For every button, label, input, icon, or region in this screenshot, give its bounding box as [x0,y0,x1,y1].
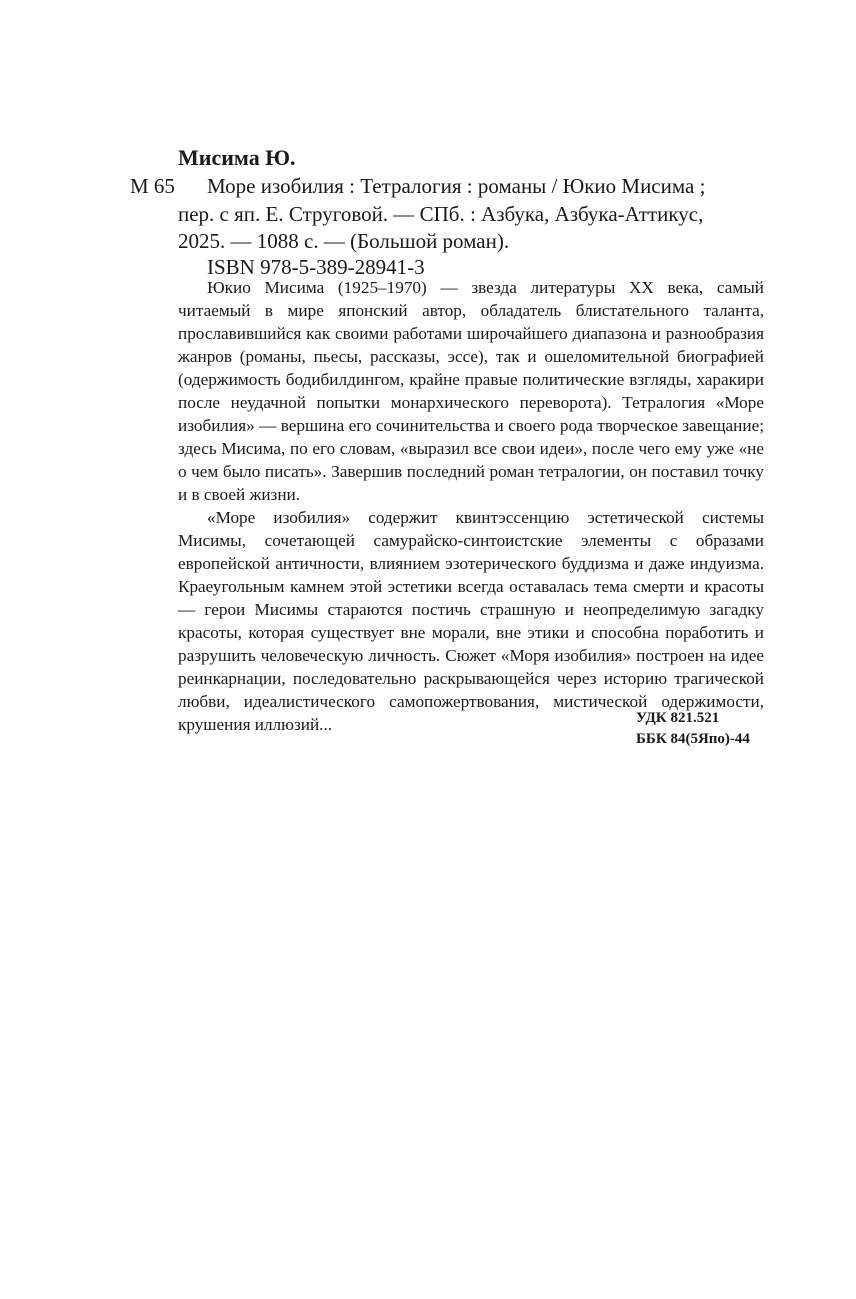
bibliographic-description [178,173,768,256]
biblio-line-translator: пер. с яп. Е. Струговой. — СПб. : Азбука, Азбука-Аттикус, [178,201,704,226]
udk-code: УДК 821.521 [636,710,720,726]
annotation-paragraph: «Море изобилия» содержит квинтэссенцию эстетической системы Мисимы, сочетающей самурайско-синтоистские элементы с образами европейской античности, влиянием эзотерического буддизма и даже индуизма. Краеугольным камнем этой эстетики всегда оставалась тема смерти и красоты — герои Мисимы стараются постичь страшную и неопределимую загадку красоты, которая существует вне морали, вне этики и способна поработить и разрушить человеческую личность. Сюжет «Моря изобилия» построен на идее реинкарнации, последовательно раскрывающейся через историю трагической любви, идеалистического самопожертвования, мистической одержимости, крушения иллюзий... [178,508,764,734]
classification-codes [636,708,750,750]
bbk-code: ББК 84(5Япо)-44 [636,731,750,747]
annotation-paragraph: Юкио Мисима (1925–1970) — звезда литературы XX века, самый читаемый в мире японский автор, обладатель блистательного таланта, прославившийся как своими работами широчайшего диапазона и разнообразия жанров (романы, пьесы, рассказы, эссе), так и ошеломительной биографией (одержимость бодибилдингом, крайне правые политические взгляды, харакири после неудачной попытки монархического переворота). Тетралогия «Море изобилия» — вершина его сочинительства и своего рода творческое завещание; здесь Мисима, по его словам, «выразил все свои идеи», после чего ему уже «не о чем было писать». Завершив последний роман тетралогии, он поставил точку и в своей жизни. [178,278,764,504]
isbn-line: ISBN 978-5-389-28941-3 [207,255,425,279]
biblio-line-title: Море изобилия : Тетралогия : романы / Юкио Мисима ; [207,174,706,198]
biblio-line-edition: 2025. — 1088 с. — (Большой роман). [178,229,510,253]
catalog-code: М 65 [130,174,175,198]
author-heading: Мисима Ю. [178,145,296,170]
annotation [178,276,764,736]
